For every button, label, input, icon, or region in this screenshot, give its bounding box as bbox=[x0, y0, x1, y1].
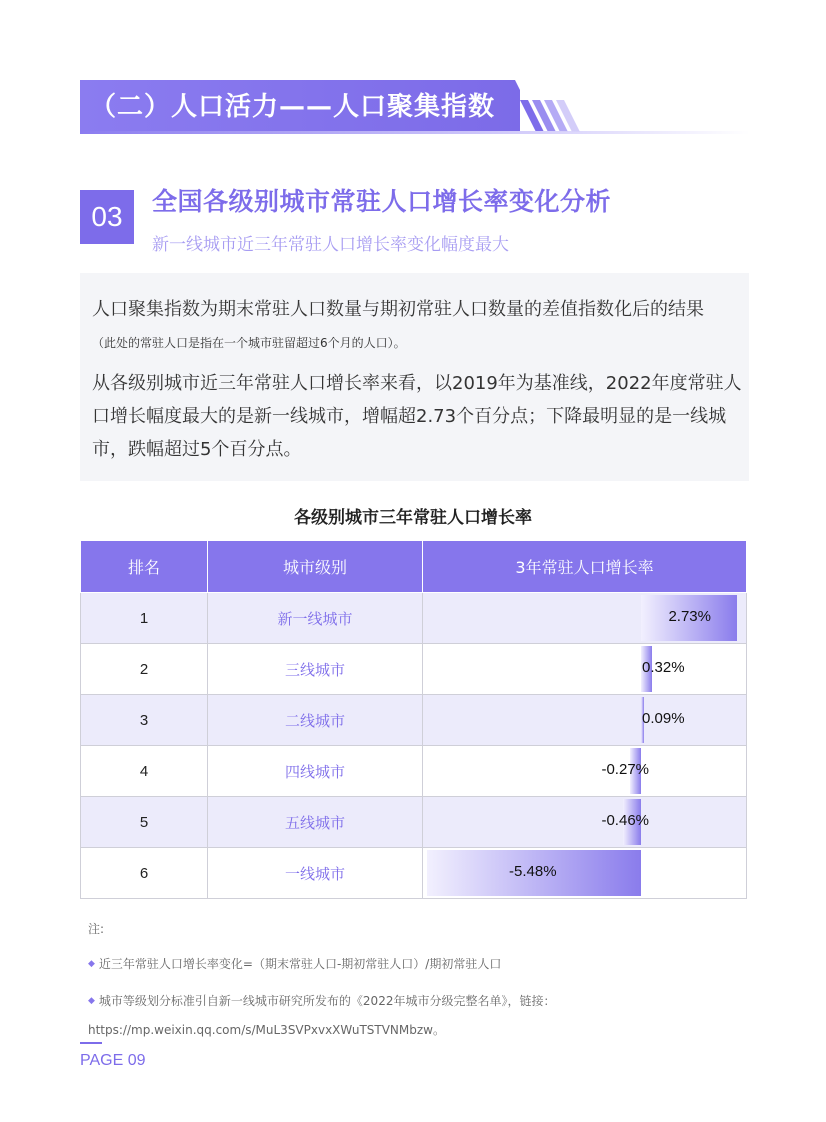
table-header-row bbox=[81, 541, 747, 593]
header-city-level: 城市级别 bbox=[208, 541, 423, 593]
table-row bbox=[81, 746, 747, 797]
note-text: 城市等级划分标准引自新一线城市研究所发布的《2022年城市分级完整名单》，链接：https://mp.weixin.qq.com/s/MuL3SVPxvxXWuTSTVNMbzw。 bbox=[88, 994, 556, 1037]
description-line-3: 从各级别城市近三年常驻人口增长率来看，以2019年为基准线，2022年度常驻人口增长幅度最大的是新一线城市，增幅超2.73个百分点；下降最明显的是一线城市，跌幅超过5个百分点。 bbox=[92, 373, 742, 460]
notes-title: 注: bbox=[88, 922, 105, 936]
growth-rate-cell bbox=[423, 593, 747, 644]
note-item bbox=[88, 955, 501, 972]
note-item bbox=[88, 987, 738, 1045]
diamond-bullet-icon: ◆ bbox=[88, 996, 95, 1006]
banner-underline bbox=[80, 131, 750, 134]
header-rank: 排名 bbox=[81, 541, 208, 593]
table-row bbox=[81, 593, 747, 644]
rank-cell: 1 bbox=[81, 593, 208, 644]
rank-cell: 6 bbox=[81, 848, 208, 899]
growth-rate-label: 2.73% bbox=[668, 608, 711, 625]
growth-rate-cell bbox=[423, 746, 747, 797]
growth-rate-cell bbox=[423, 797, 747, 848]
growth-rate-label: 0.32% bbox=[642, 659, 685, 676]
section-number: 03 bbox=[80, 190, 134, 244]
growth-rate-table bbox=[80, 540, 747, 899]
description-box bbox=[80, 273, 749, 481]
description-line-2: （此处的常驻人口是指在一个城市驻留超过6个月的人口）。 bbox=[92, 336, 406, 350]
growth-rate-cell bbox=[423, 695, 747, 746]
city-level-cell: 二线城市 bbox=[208, 695, 423, 746]
growth-rate-label: 0.09% bbox=[642, 710, 685, 727]
diamond-bullet-icon: ◆ bbox=[88, 959, 95, 969]
growth-rate-label: -0.46% bbox=[601, 812, 649, 829]
city-level-cell: 新一线城市 bbox=[208, 593, 423, 644]
page-number: PAGE 09 bbox=[80, 1052, 146, 1069]
table-row bbox=[81, 797, 747, 848]
city-level-cell: 四线城市 bbox=[208, 746, 423, 797]
note-text: 近三年常驻人口增长率变化=（期末常驻人口-期初常驻人口）/期初常驻人口 bbox=[98, 957, 502, 971]
page-number-rule bbox=[80, 1042, 102, 1044]
city-level-cell: 一线城市 bbox=[208, 848, 423, 899]
table-row bbox=[81, 644, 747, 695]
growth-rate-label: -0.27% bbox=[601, 761, 649, 778]
growth-rate-cell bbox=[423, 848, 747, 899]
heading-subtitle: 新一线城市近三年常驻人口增长率变化幅度最大 bbox=[152, 235, 509, 255]
rank-cell: 4 bbox=[81, 746, 208, 797]
growth-rate-cell bbox=[423, 644, 747, 695]
table-title: 各级别城市三年常驻人口增长率 bbox=[294, 508, 532, 528]
table-row bbox=[81, 848, 747, 899]
heading-title: 全国各级别城市常驻人口增长率变化分析 bbox=[152, 187, 612, 216]
rank-cell: 5 bbox=[81, 797, 208, 848]
section-title: （二）人口活力——人口聚集指数 bbox=[90, 92, 496, 122]
section-banner-wrap bbox=[80, 80, 750, 134]
rank-cell: 3 bbox=[81, 695, 208, 746]
header-growth-rate: 3年常驻人口增长率 bbox=[423, 541, 747, 593]
banner-stripes-decoration bbox=[520, 100, 590, 132]
city-level-cell: 五线城市 bbox=[208, 797, 423, 848]
description-line-1: 人口聚集指数为期末常驻人口数量与期初常驻人口数量的差值指数化后的结果 bbox=[92, 299, 704, 320]
city-level-cell: 三线城市 bbox=[208, 644, 423, 695]
rank-cell: 2 bbox=[81, 644, 208, 695]
growth-rate-label: -5.48% bbox=[509, 863, 557, 880]
table-row bbox=[81, 695, 747, 746]
